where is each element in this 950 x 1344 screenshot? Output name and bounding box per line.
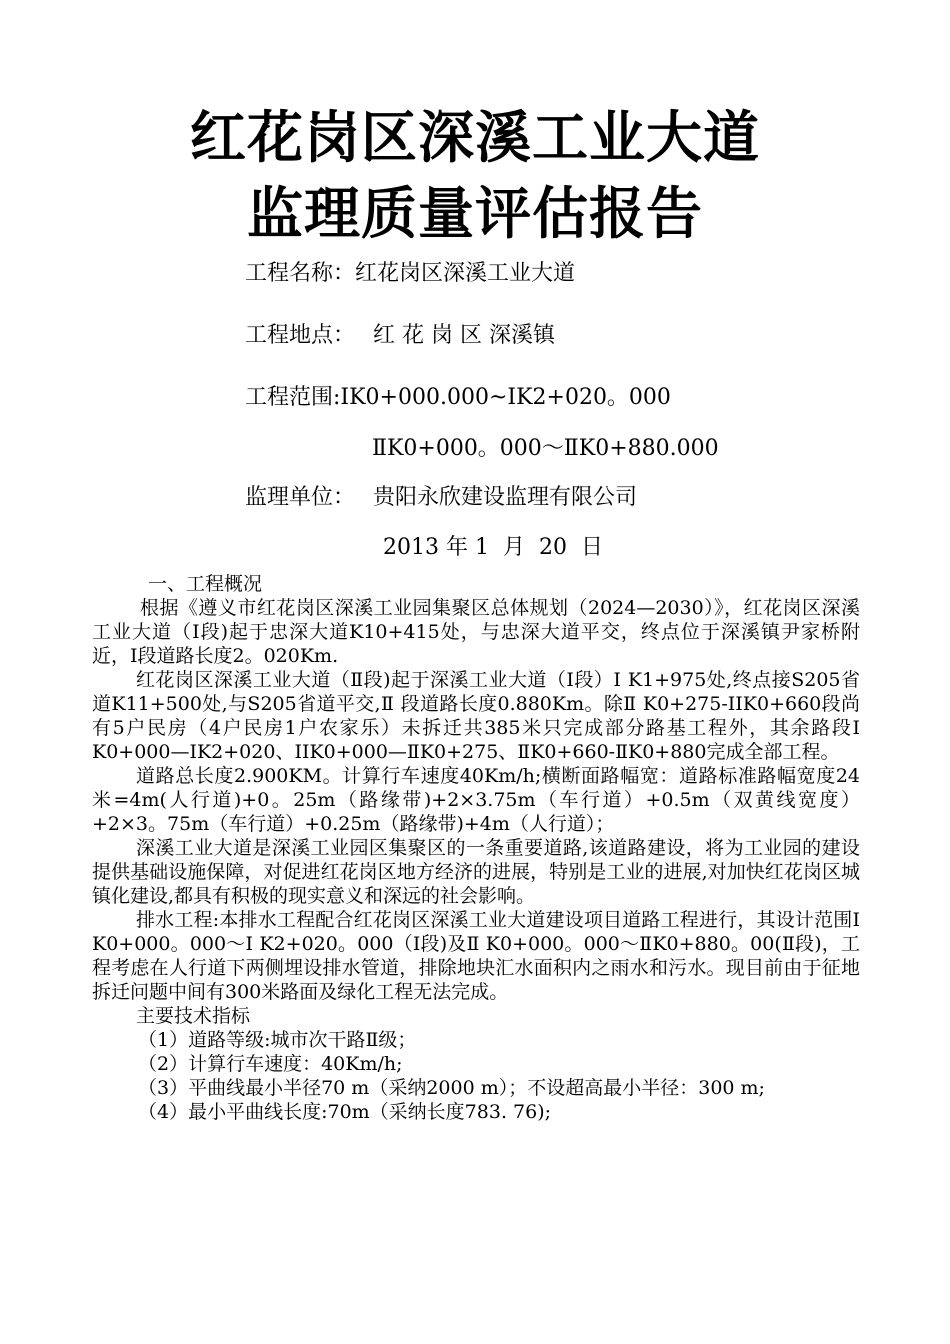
supervisor-label: 监理单位： [245, 485, 356, 510]
supervisor-value: 贵阳永欣建设监理有限公司 [373, 485, 638, 510]
project-location-value: 红 花 岗 区 深溪镇 [373, 323, 555, 348]
paragraph-3: 道路总长度2.900KM。计算行车速度40Km/h;横断面路幅宽：道路标准路幅宽度24米=4m(人行道)+0。25m（路缘带)+2×3.75m（车行道）+0.5m（双黄线宽度）+2×3。75m（车行道）+0.25m（路缘带)+4m（人行道）； [92, 765, 860, 835]
indicator-item: （4）最小平曲线长度:70m（采纳长度783. 76); [138, 1101, 552, 1123]
project-name-value: 红花岗区深溪工业大道 [355, 261, 576, 286]
project-location-label: 工程地点： [245, 323, 356, 348]
indicator-item: （3）平曲线最小半径70 m（采纳2000 m）；不设超高最小半径：300 m; [138, 1077, 765, 1099]
project-location-row [245, 320, 555, 352]
report-title-line-2: 监理质量评估报告 [247, 182, 703, 247]
report-date: 2013 年 1 月 20 日 [383, 535, 603, 560]
document-body [92, 572, 860, 1124]
indicators-title: 主要技术指标 [136, 1005, 251, 1027]
project-name-label: 工程名称： [245, 261, 356, 286]
project-scope-row-2 [372, 433, 719, 465]
paragraph-4: 深溪工业大道是深溪工业园区集聚区的一条重要道路,该道路建设，将为工业园的建设提供基础设施保障，对促进红花岗区地方经济的进展，特别是工业的进展,对加快红花岗区城镇化建设,都具有积极的现实意义和深远的社会影响。 [92, 837, 860, 907]
project-scope-label: 工程范围: [245, 385, 341, 410]
project-scope-value-2: ⅡK0+000。000～ⅡK0+880.000 [372, 436, 719, 461]
project-scope-value-1: ⅠK0+000.000~ⅠK2+020。000 [340, 385, 671, 410]
section-heading: 一、工程概况 [148, 573, 263, 595]
indicator-item: （1）道路等级:城市次干路Ⅱ级； [138, 1029, 417, 1051]
report-title-line-1: 红花岗区深溪工业大道 [190, 106, 760, 171]
paragraph-5: 排水工程:本排水工程配合红花岗区深溪工业大道建设项目道路工程进行，其设计范围Ⅰ K0+000。000～Ⅰ K2+020。000（Ⅰ段)及Ⅱ K0+000。000～ⅡK0+880。00(Ⅱ段)，工程考虑在人行道下两侧埋设排水管道，排除地块汇水面积内之雨水和污水。现目前由于征地拆迁问题中间有300米路面及绿化工程无法完成。 [92, 909, 860, 1003]
project-name-row [245, 258, 575, 290]
supervisor-row [245, 482, 637, 514]
indicator-item: （2）计算行车速度：40Km/h; [138, 1053, 403, 1075]
paragraph-1: 根据《遵义市红花岗区深溪工业园集聚区总体规划（2024—2030）》，红花岗区深溪工业大道（Ⅰ段)起于忠深大道K10+415处，与忠深大道平交，终点位于深溪镇尹家桥附近，Ⅰ段道路长度2。020Km. [92, 597, 860, 667]
paragraph-2: 红花岗区深溪工业大道（Ⅱ段)起于深溪工业大道（Ⅰ段）Ⅰ K1+975处,终点接S205省道K11+500处,与S205省道平交,Ⅱ 段道路长度0.880Km。除Ⅱ K0+275-IIK0+660段尚有5户民房（4户民房1户农家乐）未拆迁共385米只完成部分路基工程外，其余路段Ⅰ K0+000—ⅠK2+020、IIK0+000—ⅡK0+275、ⅡK0+660-ⅡK0+880完成全部工程。 [92, 669, 860, 763]
project-scope-row [245, 382, 671, 414]
